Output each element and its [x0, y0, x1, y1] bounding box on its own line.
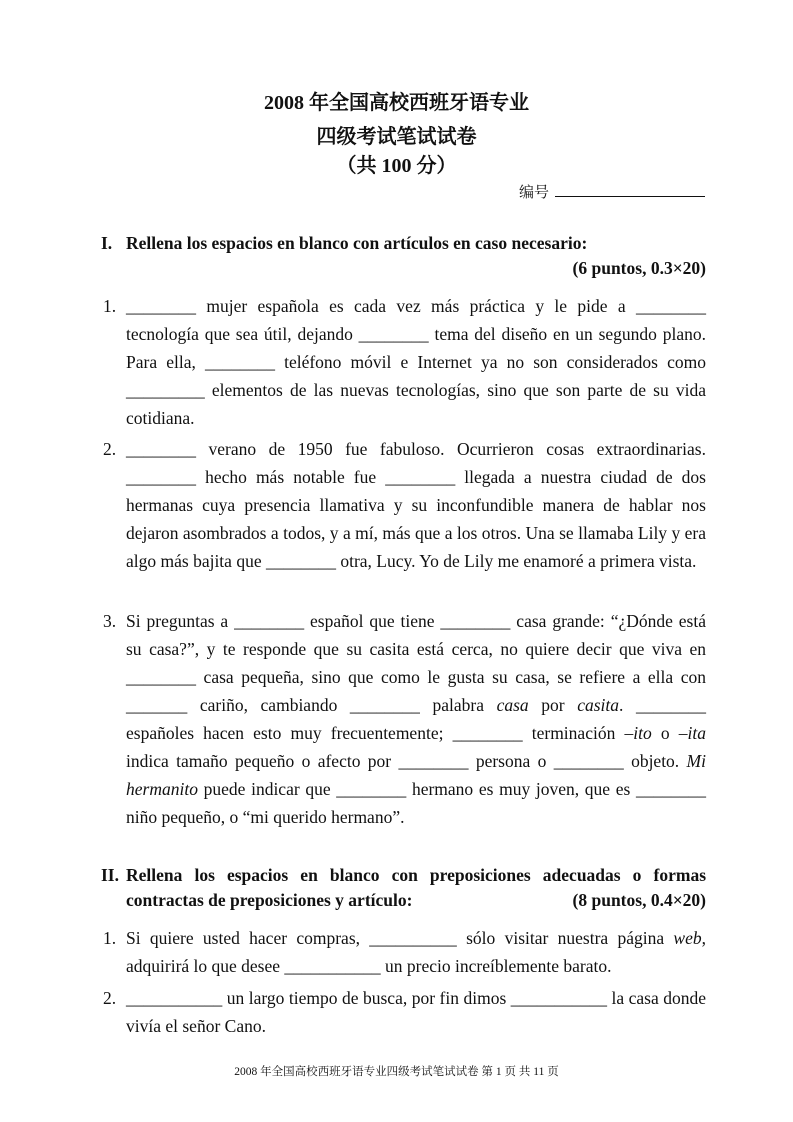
section-2-heading — [101, 863, 706, 913]
text-run: Si preguntas a ________ español que tiene ________ casa grande: “¿Dónde está su casa?”, y te responde que su casita está cerca, no quiere decir que viva en ________ casa pequeña, sino que como le gusta su casa, se refiere a ella con _______ cariño, cambiando ________ palabra — [126, 611, 706, 715]
question-item — [103, 607, 706, 831]
question-number: 2. — [103, 439, 117, 459]
question-number: 1. — [103, 296, 117, 316]
question-number: 2. — [103, 988, 117, 1008]
exam-title-score: （共 100 分） — [336, 155, 457, 177]
question-text: ________ verano de 1950 fue fabuloso. Ocurrieron cosas extraordinarias. ________ hecho más notable fue ________ llegada a nuestra ciudad de dos hermanas cuya presencia llamativa y su inconfundible manera de hablar nos dejaron asombrados a todos, y a mí, más que a los otros. Una se llamaba Lily y era algo más bajita que ________ otra, Lucy. Yo de Lily me enamoré a primera vista. — [126, 439, 706, 571]
italic-term: –ito — [624, 723, 652, 743]
section-number: II. — [101, 865, 119, 885]
section-number: I. — [101, 233, 113, 253]
question-text — [126, 924, 706, 980]
question-text: ___________ un largo tiempo de busca, por fin dimos ___________ la casa donde vivía el señor Cano. — [126, 988, 706, 1036]
exam-title-line2: 四级考试笔试试卷 — [316, 126, 477, 148]
text-run: o — [651, 723, 679, 743]
code-field — [519, 181, 705, 202]
question-item — [103, 435, 706, 575]
section-title: Rellena los espacios en blanco con preposiciones adecuadas o formas contractas de preposiciones y artículo: — [126, 865, 706, 910]
section-title: Rellena los espacios en blanco con artículos en caso necesario: — [126, 233, 588, 253]
question-number: 3. — [103, 611, 117, 631]
italic-term: Mi hermanito — [126, 751, 706, 799]
section-points: (6 puntos, 0.3×20) — [572, 258, 706, 278]
question-item — [103, 984, 706, 1040]
text-run: puede indicar que ________ hermano es muy joven, que es ________ niño pequeño, o “mi querido hermano”. — [126, 779, 706, 827]
code-blank[interactable] — [555, 182, 705, 197]
italic-term: –ita — [678, 723, 707, 743]
italic-term: casa — [496, 695, 529, 715]
text-run: Si quiere usted hacer compras, __________ sólo visitar nuestra página — [126, 928, 674, 948]
italic-term: casita — [577, 695, 620, 715]
text-run: . ________ españoles hacen esto muy frecuentemente; ________ terminación — [126, 695, 707, 743]
exam-title-line1: 2008 年全国高校西班牙语专业 — [264, 92, 529, 114]
question-item — [103, 924, 706, 980]
code-label: 编号 — [518, 185, 549, 201]
section-1-heading — [101, 231, 706, 281]
text-run: por — [528, 695, 578, 715]
question-item — [103, 292, 706, 432]
italic-term: web — [673, 928, 702, 948]
question-text: ________ mujer española es cada vez más práctica y le pide a ________ tecnología que sea útil, dejando ________ tema del diseño en un segundo plano. Para ella, ________ teléfono móvil e Internet ya no son considerados como _________ elementos de las nuevas tecnologías, sino que son parte de su vida cotidiana. — [126, 296, 706, 428]
section-points: (8 puntos, 0.4×20) — [572, 890, 706, 910]
question-text — [126, 607, 706, 831]
text-run: indica tamaño pequeño o afecto por ________ persona o ________ objeto. — [126, 751, 687, 771]
page-footer: 2008 年全国高校西班牙语专业四级考试笔试试卷 第 1 页 共 11 页 — [234, 1066, 559, 1078]
question-number: 1. — [103, 928, 117, 948]
text-run: , adquirirá lo que desee ___________ un precio increíblemente barato. — [126, 928, 706, 976]
